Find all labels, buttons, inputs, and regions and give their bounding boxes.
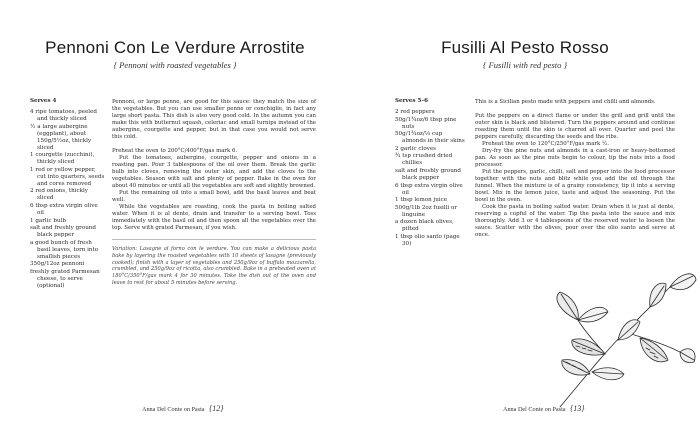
page-footer-left [142, 404, 224, 413]
recipe-title-left: Pennoni Con Le Verdure Arrostite [45, 38, 305, 57]
method-text-right [475, 99, 675, 239]
ingredient-item: 6 tbsp extra virgin olive oil [30, 202, 98, 216]
ingredient-item: 1 tbsp olio santo (page 30) [395, 233, 460, 247]
basil-sprig-illustration [530, 262, 698, 412]
method-paragraph: While the vegetables are roasting, cook the pasta in boiling salted water. When it is al dente, drain and transfer to a serving bowl. Toss immediately with the basil oil and then spoon all the vegetables over the top. Serve with grated Parmesan, if you wish. [112, 204, 316, 231]
footer-book-title: Anna Del Conte on Pasta [142, 406, 205, 413]
ingredients-list-right [395, 98, 465, 249]
method-paragraph: This is a Sicilian pesto made with peppers and chilli and almonds. [475, 99, 656, 105]
ingredient-item: 4 ripe tomatoes, peeled and thickly sliced [30, 109, 97, 122]
ingredient-item: salt and freshly ground black pepper [395, 167, 461, 181]
method-paragraph: Pennoni, or large penne, are good for this sauce: they match the size of the vegetables. But you can use smaller penne or conchiglie, in fact any large short pasta. This dish is also very good cold. In the autumn you can make this with butternut squash, celeriac and small turnips instead of the aubergine, courgette and pepper, but in that case you would not serve this cold. [112, 99, 316, 140]
method-paragraph: Put the peppers, garlic, chilli, salt and pepper into the food processor together with the nuts and blitz while you add the oil through the funnel. When the mixture is of a grainy consistency, tip it into a serving bowl. Mix in the lemon juice, taste and adjust the seasoning. Put the bowl in the oven. [475, 169, 675, 203]
ingredient-item: salt and freshly ground black pepper [30, 225, 96, 239]
ingredient-item: 500g/1lb 2oz fusilli or linguine [395, 204, 458, 218]
method-text-left [112, 99, 316, 287]
recipe-title-right: Fusilli Al Pesto Rosso [441, 38, 609, 57]
method-paragraph: Preheat the oven to 200°C/400°F/gas mark 6. [112, 148, 238, 154]
page-footer-right [503, 404, 585, 413]
method-paragraph: Dry-fry the pine nuts and almonds in a cast-iron or heavy-bottomed pan. As soon as the pine nuts begin to colour, tip the nuts into a food processor. [475, 148, 675, 168]
ingredients-list-left [30, 98, 105, 291]
ingredient-item: 350g/12oz pennoni [30, 261, 85, 268]
ingredient-item: 2 red peppers [395, 109, 435, 115]
method-paragraph: Cook the pasta in boiling salted water. Drain when it is just al dente, reserving a cupful of the water. Tip the pasta into the sauce and mix thoroughly. Add 3 or 4 tablespoons of the reserved water to loosen the sauce. Scatter with the olives, pour over the olio santo and serve at once. [475, 204, 675, 238]
right-page [350, 0, 700, 426]
ingredient-item: 50g/1¾oz/⅓ cup almonds in their skins [395, 131, 465, 145]
method-paragraph: Put the remaining oil into a small bowl, add the basil leaves and beat well. [112, 190, 316, 203]
ingredient-item: ½ a large aubergine (eggplant), about 150g/5½oz, thickly sliced [30, 123, 92, 151]
ingredient-item: a good bunch of fresh basil leaves, torn into smallish pieces [30, 239, 99, 260]
footer-book-title: Anna Del Conte on Pasta [503, 406, 566, 413]
recipe-subtitle-right: { Fusilli with red pesto } [482, 60, 568, 70]
method-paragraph: Put the peppers on a direct flame or under the grill and grill until the outer skin is black and blistered. Turn the peppers around and continue roasting them until the skin is charred all over. Quarter and peel the peppers carefully, discarding the seeds and the ribs. [475, 113, 675, 140]
ingredient-item: 1 tbsp lemon juice [395, 197, 448, 204]
serves-label-left: Serves 4 [30, 98, 57, 104]
ingredient-item: 1 red or yellow pepper, cut into quarters, seeds and cores removed [30, 166, 105, 187]
recipe-subtitle-left: { Pennoni with roasted vegetables } [113, 60, 237, 70]
method-paragraph: Put the tomatoes, aubergine, courgette, pepper and onions in a roasting pan. Pour 3 tablespoons of the oil over them. Break the garlic bulb into cloves, removing the outer skin, and add the cloves to the vegetables. Season with salt and plenty of pepper. Bake in the oven for about 40 minutes or until all the vegetables are soft and slightly browned. [112, 155, 316, 189]
ingredient-item: 6 tbsp extra virgin olive oil [395, 182, 463, 196]
ingredient-item: a dozen black olives, pitted [395, 219, 454, 233]
ingredient-item: ¾ tsp crushed dried chillies [395, 153, 453, 167]
page-number: {13} [570, 404, 585, 413]
ingredient-item: 2 garlic cloves [395, 145, 437, 152]
ingredient-item: 50g/1¾oz/6 tbsp pine nuts [395, 116, 457, 130]
variation-note: Variation: Lasagne al forno con le verdure. You can make a delicious pasta bake by layering the roasted vegetables with 10 sheets of lasagne (previously cooked); finish with a layer of vegetables and 250g/9oz of buffalo mozzarella, crumbled, and 250g/9oz of ricotta, also crumbled. Bake in a preheated oven at 180°C/350°F/gas mark 4 for 30 minutes. Take the dish out of the oven and leave to rest for about 5 minutes before serving. [112, 239, 316, 287]
ingredient-item: 2 red onions, thickly sliced [30, 188, 88, 202]
ingredient-item: 1 courgette (zucchini), thickly sliced [30, 152, 95, 166]
method-paragraph: Preheat the oven to 120°C/250°F/gas mark ½. [482, 141, 609, 147]
page-number: {12} [209, 404, 224, 413]
ingredient-item: freshly grated Parmesan cheese, to serve (optional) [30, 268, 100, 289]
ingredient-item: 1 garlic bulb [30, 217, 66, 224]
serves-label-right: Serves 5–6 [395, 98, 429, 104]
